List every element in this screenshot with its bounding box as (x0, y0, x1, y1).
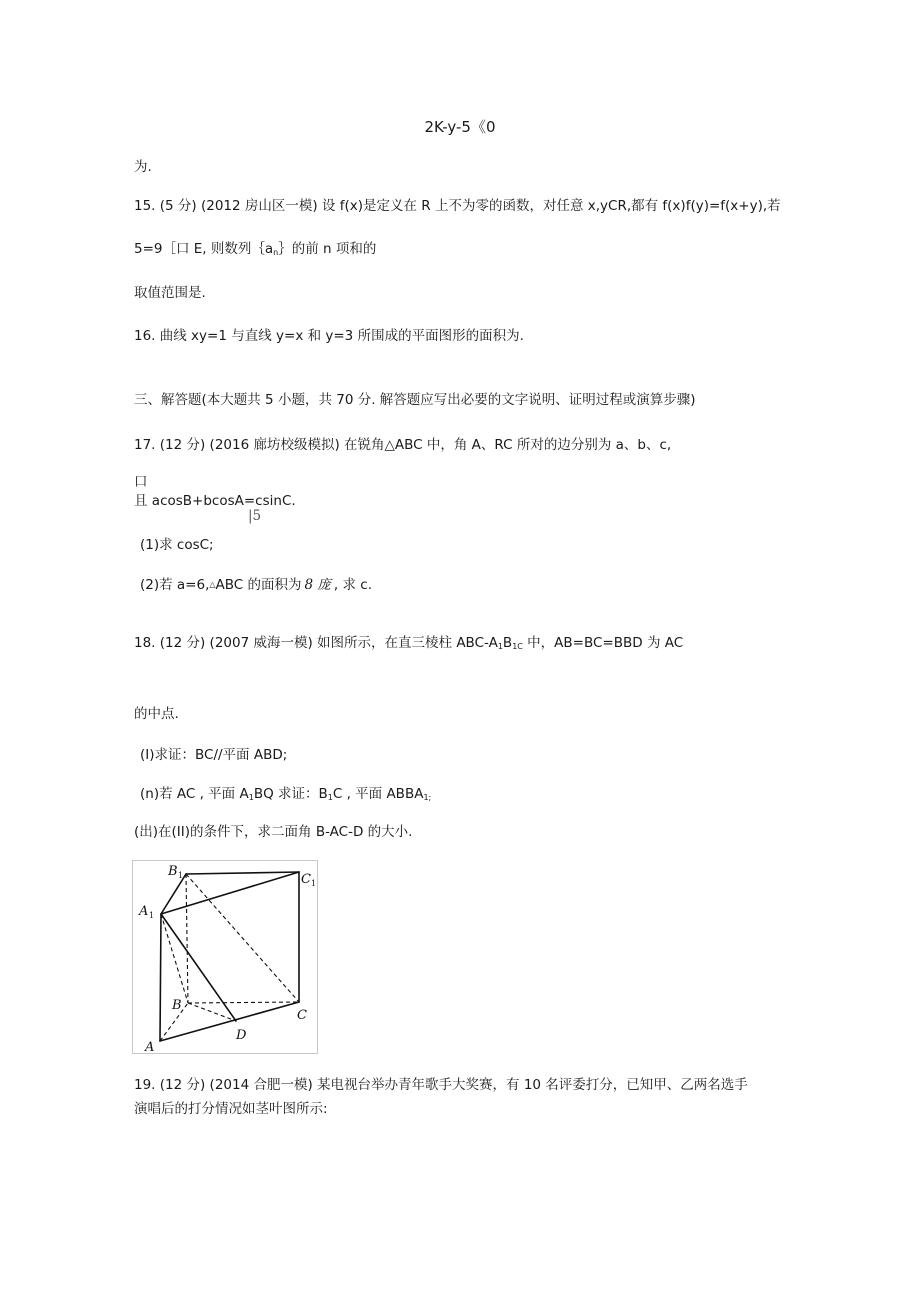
q18-line1-b: B (502, 635, 513, 651)
q17-part1: (1)求 cosC; (140, 537, 214, 553)
q17-stray-mark: |5 (248, 508, 262, 524)
edge-a1-a (160, 914, 161, 1041)
label-c1-sub: 1 (311, 879, 317, 888)
q18-part2-sub-2: 1 (327, 793, 333, 802)
dash-b1-b (186, 874, 188, 1003)
label-a1: A (139, 904, 149, 919)
label-b1: B (168, 864, 178, 879)
q17-line1: 17. (12 分) (2016 廊坊校级模拟) 在锐角△ABC 中，角 A、RC 所对的边分别为 a、b、c, (134, 437, 672, 453)
q17-part2-text: (2)若 a=6, (140, 577, 210, 593)
section-3-title: 三、解答题(本大题共 5 小题，共 70 分. 解答题应写出必要的文字说明、证明过程或演算步骤) (134, 392, 696, 408)
q18-part2-sub-3: 1; (423, 793, 432, 802)
q15-line3: 取值范围是. (134, 285, 206, 301)
label-a: A (145, 1040, 155, 1053)
q17-part2-mid: ABC 的面积为 (215, 577, 302, 593)
q17-part2-italic: 8 庞 (304, 577, 331, 593)
q18-line1-text: 18. (12 分) (2007 威海一模) 如图所示，在直三棱柱 ABC-A (134, 635, 498, 651)
dash-a1-b (161, 914, 188, 1003)
dash-b-c (188, 1002, 299, 1003)
q18-sub-2: 1C (512, 642, 523, 651)
triangle-symbol: △ (209, 580, 216, 589)
q19-line1: 19. (12 分) (2014 合肥一模) 某电视台举办青年歌手大奖赛，有 10 名评委打分，已知甲、乙两名选手 (134, 1077, 748, 1093)
q18-part3: (出)在(II)的条件下，求二面角 B-AC-D 的大小. (134, 824, 413, 840)
label-b: B (172, 998, 182, 1013)
label-c1: C (301, 872, 311, 887)
prism-diagram (133, 861, 317, 1053)
q16-line: 16. 曲线 xy=1 与直线 y=x 和 y=3 所围成的平面图形的面积为. (134, 328, 524, 344)
q18-line2: 的中点. (134, 706, 179, 722)
q18-part2-mid2: C , 平面 ABBA (332, 786, 424, 802)
q15-line1: 15. (5 分) (2012 房山区一模) 设 f(x)是定义在 R 上不为零的函数，对任意 x,yCR,都有 f(x)f(y)=f(x+y),若 (134, 198, 781, 214)
q18-part2-mid: BQ 求证：B (253, 786, 328, 802)
label-b1-sub: 1 (178, 871, 184, 880)
q15-line2 (134, 240, 376, 262)
dash-b1-c (186, 874, 299, 1002)
q15-line2-tail: ｝的前 n 项和的 (278, 241, 377, 257)
q18-sub-1: 1 (497, 642, 503, 651)
q18-line1 (134, 634, 683, 656)
q17-part2 (140, 576, 372, 594)
edge-b1-c1 (186, 872, 299, 874)
q15-line2-text: 5=9［口 E, 则数列｛a (134, 241, 274, 257)
label-d: D (236, 1028, 247, 1043)
q18-part2-text: (n)若 AC , 平面 A (140, 786, 249, 802)
q15-subscript: n (273, 248, 279, 257)
text-line-wei: 为. (134, 159, 152, 175)
q17-part2-tail: , 求 c. (333, 577, 373, 593)
prism-figure (132, 860, 318, 1054)
q19-line2: 演唱后的打分情况如茎叶图所示: (134, 1101, 328, 1117)
q17-box-char: 口 (134, 474, 148, 490)
q17-line2: 且 acosB+bcosA=csinC. (134, 493, 296, 509)
q18-part2 (140, 785, 431, 807)
label-c: C (297, 1008, 307, 1023)
q18-part1: (I)求证：BC//平面 ABD; (140, 747, 288, 763)
label-a1-sub: 1 (149, 911, 155, 920)
q18-part2-sub-1: 1 (248, 793, 254, 802)
q18-line1-tail: 中，AB=BC=BBD 为 AC (522, 635, 684, 651)
header-formula: 2K-y-5《0 (424, 118, 496, 136)
